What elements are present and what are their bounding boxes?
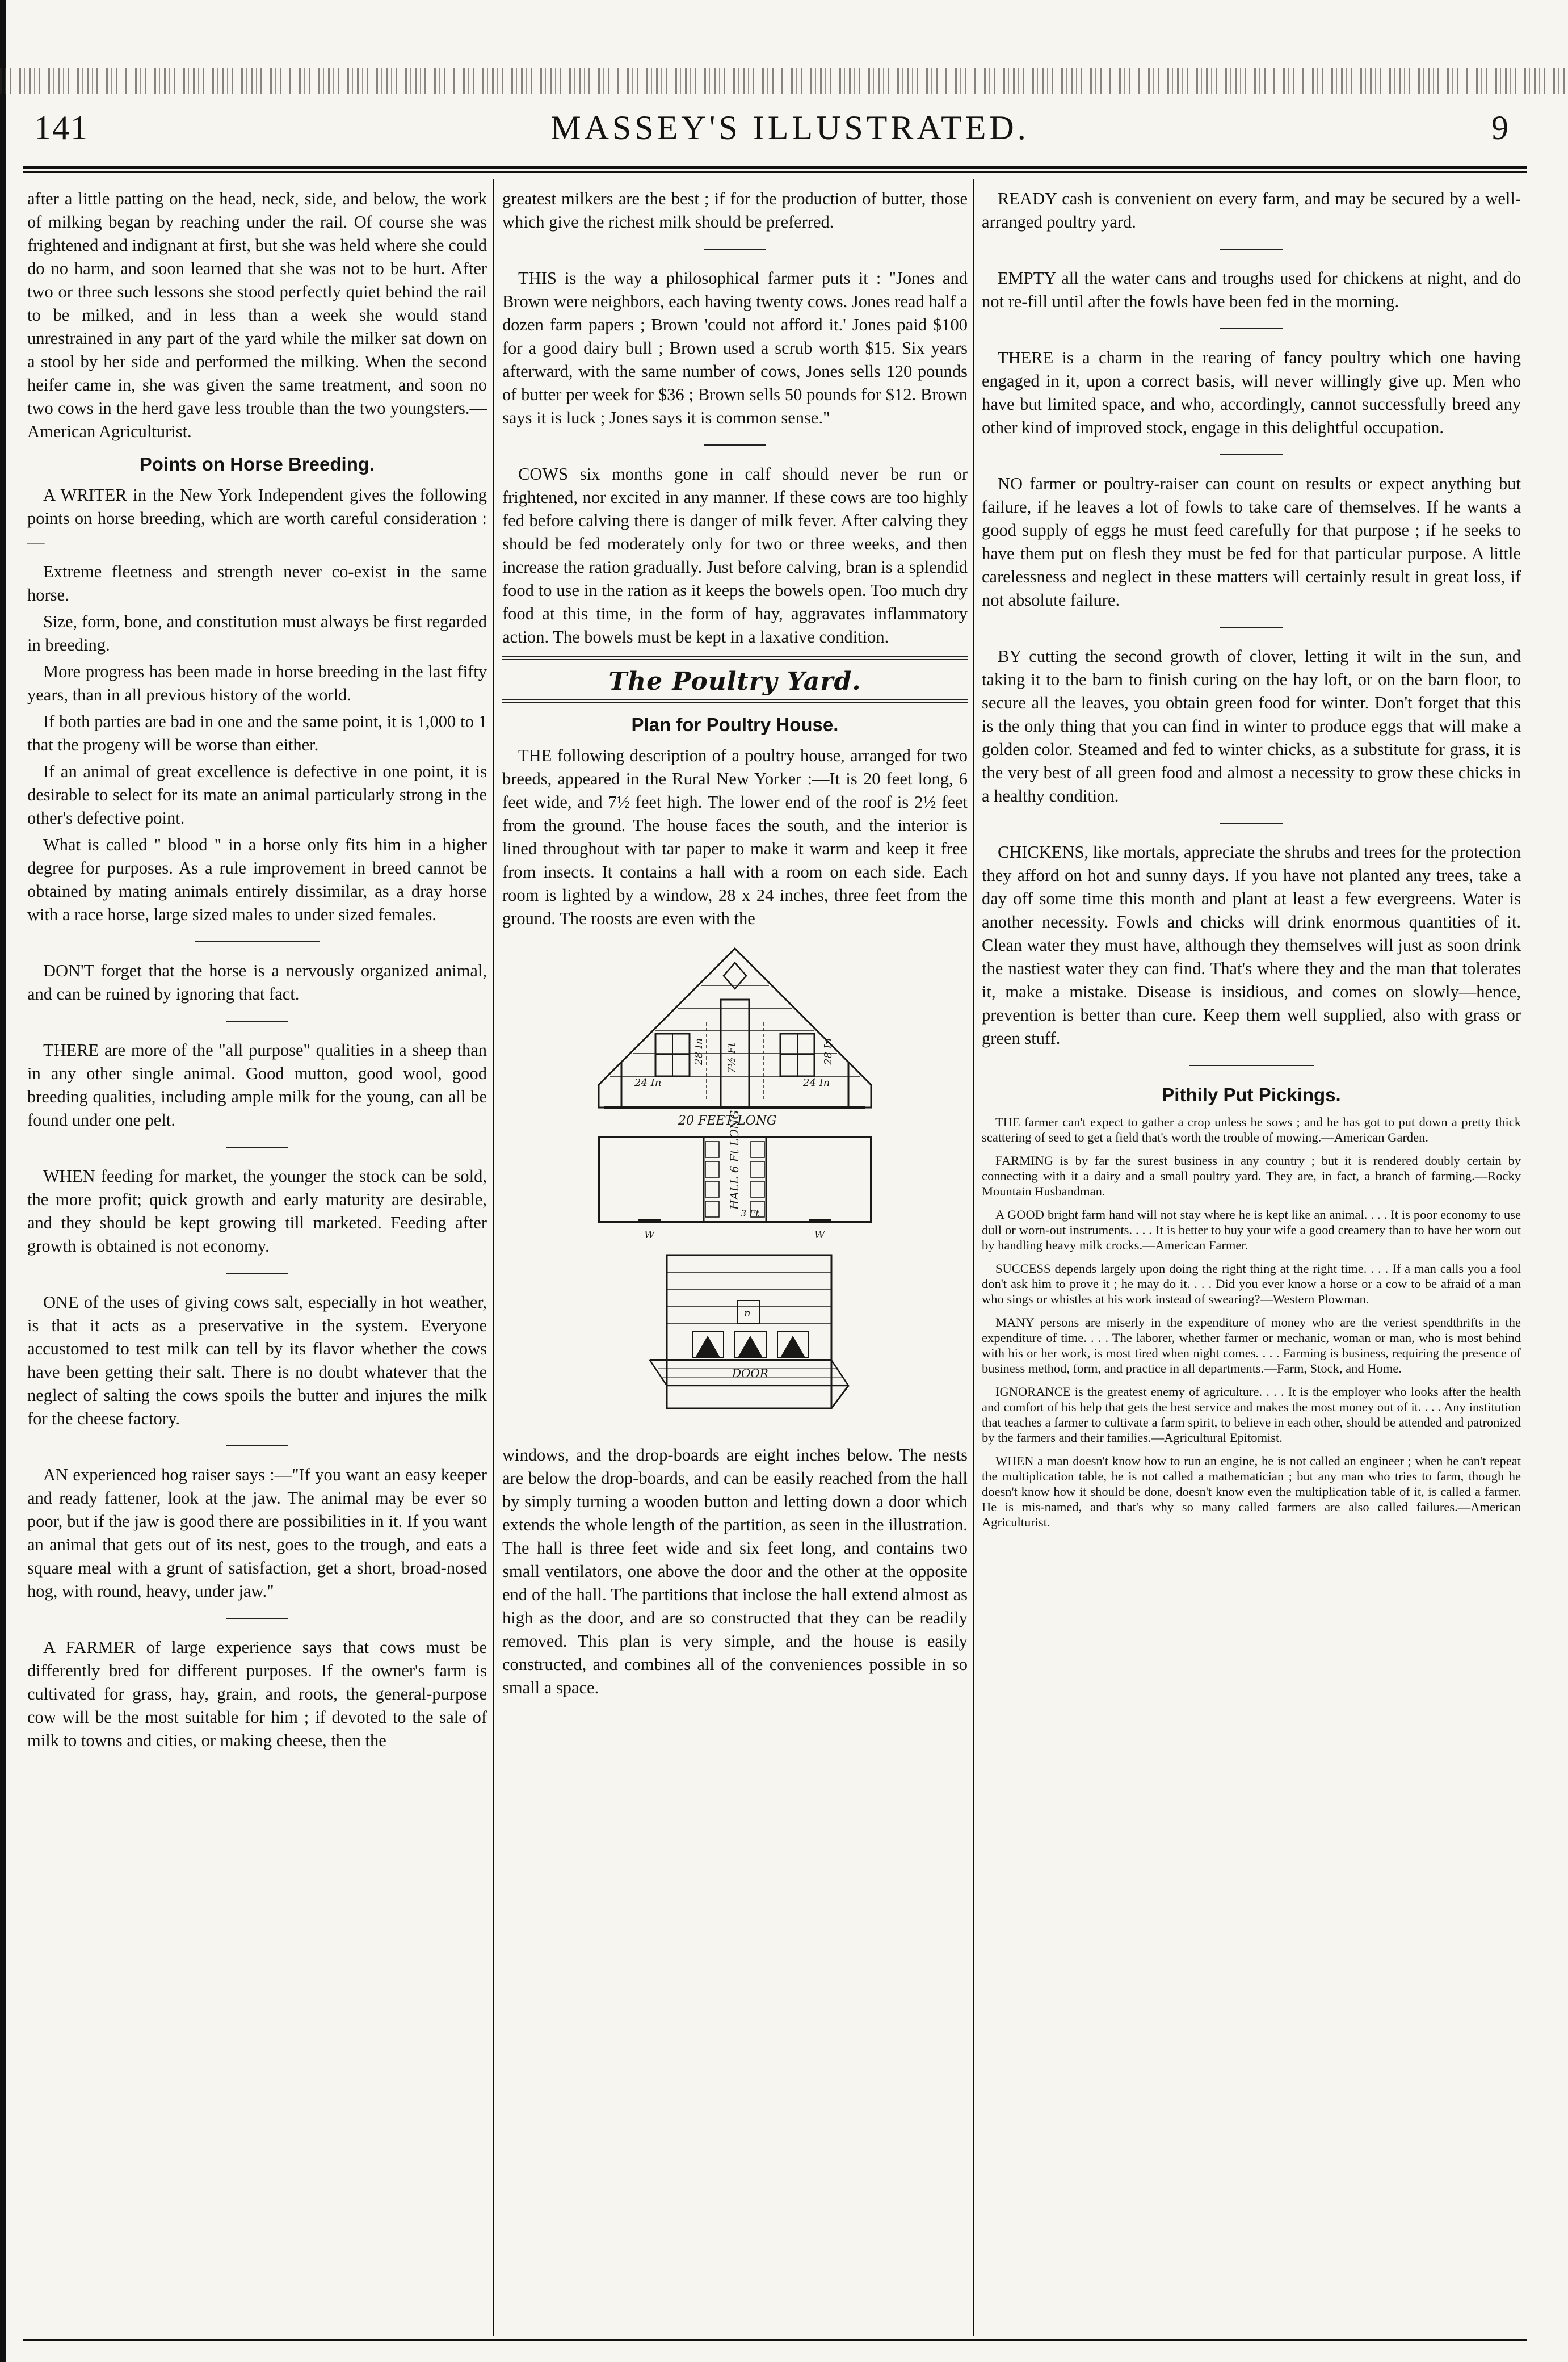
separator [704,249,766,250]
footer-rule [23,2339,1527,2341]
header-rule [23,166,1527,169]
separator [226,1021,288,1022]
figure-label: W [644,1229,655,1241]
header-rule-thin [23,171,1527,173]
fancy-poultry-paragraph: THERE is a charm in the rearing of fancy poultry which one having engaged in it, upon a correct basis, will never willingly give up. Men who have but limited space, and who, accordingly, cannot successfully breed any other kind of improved stock, engage in this delightful occupation. [982,348,1521,437]
separator [226,1445,288,1446]
horse-point: More progress has been made in horse breeding in the last fifty years, than in all previous history of the world. [27,662,487,704]
figure-label: 28 In [693,1038,705,1065]
horse-point: Extreme fleetness and strength never co-exist in the same horse. [27,562,487,605]
philosophical-farmer-paragraph: THIS is the way a philosophical farmer puts it : "Jones and Brown were neighbors, each having twenty cows. Jones read half a dozen farm papers ; Brown 'could not afford it.' Jones paid $100 for a good dairy bull ; Brown used a scrub worth $15. Six years afterward, with the same number of cows, Jones sells 120 pounds of butter per week for $36 ; Brown sells 50 pounds for $12. Brown says it is luck ; Jones says it is common sense." [502,268,968,427]
salt-paragraph: ONE of the uses of giving cows salt, especially in hot weather, is that it acts as a preservative in the system. Everyone accustomed to test milk can tell by its flavor whether the cows have been getting their salt. There is no doubt whatever that the neglect of salting the cows spoils the butter and injures the milk for the cheese factory. [27,1293,487,1428]
separator [1220,249,1283,250]
poultry-yard-section-title: The Poultry Yard. [608,667,861,696]
figure-label: 24 In [803,1077,830,1089]
column-divider-1 [493,179,494,2336]
farmer-paragraph: A FARMER of large experience says that cows must be differently bred for different purposes. If the owner's farm is cultivated for grass, hay, grain, and roots, the general-purpose cow will be the most suitable for him ; if devoted to the sale of milk to towns and cities, or making cheese, then the [27,1638,487,1750]
figure-label: 3 Ft [741,1208,759,1219]
hog-paragraph: AN experienced hog raiser says :—"If you want an easy keeper and ready fattener, look at the jaw. The animal may be ever so poor, but if the jaw is good there are possibilities in it. If you want an animal that gets out of its nest, goes to the trough, and eats a square meal with a grunt of satisfaction, get a short, broad-nosed hog, with round, heavy, under jaw." [27,1465,487,1601]
publication-title: MASSEY'S ILLUSTRATED. [550,108,1029,146]
page-number-left: 141 [34,108,89,146]
horse-breeding-heading: Points on Horse Breeding. [139,454,375,475]
interior-partition-view [650,1255,848,1408]
all-purpose-paragraph: THERE are more of the "all purpose" qualities in a sheep than in any other single animal. Good mutton, good wool, good breeding qualities, including ample milk for the young, can all be found under one pelt. [27,1041,487,1130]
picking-item: MANY persons are miserly in the expenditure of money who are the veriest spendthrifts in the expenditure of time. . . . The laborer, whether farmer or mechanic, woman or man, who is most behind with his or her work, is most tired when night comes. . . . Farming is business, requiring the presence of business method, form, and practice in all departments.—Farm, Stock, and Home. [982,1315,1521,1375]
horse-point: What is called " blood " in a horse only fits him in a higher degree for purposes. As a rule improvement in breed cannot be obtained by mating animals entirely dissimilar, as a dray horse with a race horse, large sized males to under sized females. [27,835,487,924]
picking-item: IGNORANCE is the greatest enemy of agriculture. . . . It is the employer who looks after the health and comfort of his help that gets the best service and makes the most money out of it. . . . Any institution that teaches a farmer to cultivate a farm spirit, to believe in each other, should be attended and patronized by the farmers and their families.—Agricultural Epitomist. [982,1385,1521,1445]
clover-paragraph: BY cutting the second growth of clover, letting it wilt in the sun, and taking it to the barn to finish curing on the hay loft, or on the barn floor, to secure all the leaves, you obtain green food for winter. Don't forget that this is the only thing that you can find in winter to produce eggs that will make a golden color. Steamed and fed to winter chicks, as a substitute for grass, it is the very best of all green food and almost a necessity to grow these chicks in a healthy condition. [982,647,1521,805]
breeding-article-end: greatest milkers are the best ; if for the production of butter, those which give the richest milk should be preferred. [502,189,968,232]
picking-item: WHEN a man doesn't know how to run an engine, he is not called an engineer ; when he can't repeat the multiplication table, he is not called a mathematician ; but any man who tries to farm, though he doesn't know how it should be done, doesn't know even the multiplication table of it, is called a farmer. He is mis-named, and that's why so many called farmers are also called failures.—American Agriculturist. [982,1454,1521,1529]
separator [1220,328,1283,329]
figure-label: DOOR [732,1366,768,1380]
separator [1189,1065,1314,1066]
empty-cans-paragraph: EMPTY all the water cans and troughs used for chickens at night, and do not re-fill until after the fowls have been fed in the morning. [982,268,1521,311]
separator [1220,627,1283,628]
horse-point: Size, form, bone, and constitution must always be first regarded in breeding. [27,612,487,655]
pickings-list [982,1114,1521,1530]
poultry-house-description-cont: windows, and the drop-boards are eight inches below. The nests are below the drop-boards, and can be easily reached from the hall by simply turning a wooden button and letting down a door which extends the whole length of the partition, as seen in the illustration. The hall is three feet wide and six feet long, and contains two small ventilators, one above the door and the other at the opposite end of the hall. The partitions that inclose the hall extend almost as high as the door, and are so constructed that they can be readily removed. This plan is very simple, and the house is easily constructed, and combines all of the conveniences possible in so small a space. [502,1445,968,1697]
picking-item: SUCCESS depends largely upon doing the right thing at the right time. . . . If a man calls you a fool don't ask him to prove it ; he may do it. . . . Did you ever know a horse or a cow to be afraid of a man who sings or whistles at his work instead of swearing?—Western Plowman. [982,1261,1521,1306]
separator [1220,454,1283,455]
cows-in-calf-paragraph: COWS six months gone in calf should never be run or frightened, nor excited in any manner. If these cows are too highly fed before calving there is danger of milk fever. After calving they should be fed moderately only for two or three weeks, and then increase the ration gradually. Just before calving, bran is a splendid food to use in the ration as it keeps the bowels open. Too much dry food at this time, in the form of hay, aggravates inflammatory action. The bowels must be kept in a laxative condition. [502,464,968,647]
poultry-house-heading: Plan for Poultry House. [631,714,839,735]
separator [704,444,766,446]
separator [226,1147,288,1148]
figure-label: HALL 6 Ft LONG [728,1110,741,1210]
poultry-house-illustration [576,937,894,1437]
section-rule [502,656,968,660]
horse-point: If an animal of great excellence is defective in one point, it is desirable to select for its mate an animal particularly strong in the other's defective point. [27,762,487,828]
page-header [34,94,1510,162]
separator [1220,823,1283,824]
separator [195,941,320,942]
picking-item: FARMING is by far the surest business in any country ; but it is rendered doubly certain by connecting with it a dairy and a small poultry yard. They are, in fact, a branch of farming.—Rocky Mountain Husbandman. [982,1153,1521,1198]
milking-article-end: after a little patting on the head, neck, side, and below, the work of milking began by reaching under the rail. Of course she was frightened and indignant at first, but she was held where she could do no harm, and soon learned that she was not to be hurt. After two or three such lessons she stood perfectly quiet behind the rail to be milked, and in less than a week she would stand unrestrained in any part of the yard while the milker sat down on a stool by her side and performed the milking. When the second heifer came in, she was given the same treatment, and soon no two cows in the herd gave less trouble than the two youngsters.—American Agriculturist. [27,189,487,441]
figure-label: 24 In [634,1077,662,1089]
figure-label: 20 FEET LONG [678,1114,777,1128]
poultry-house-description: THE following description of a poultry house, arranged for two breeds, appeared in the Rural New Yorker :—It is 20 feet long, 6 feet wide, and 7½ feet high. The lower end of the roof is 2½ feet from the ground. The house faces the south, and the interior is lined throughout with tar paper to make it warm and keep it free from insects. It contains a hall with a room on each side. Each room is lighted by a window, 28 x 24 inches, three feet from the ground. The roosts are even with the [502,746,968,928]
horse-breeding-intro: A WRITER in the New York Independent gives the following points on horse breeding, which are worth careful consideration :— [27,485,487,551]
figure-label: n [744,1307,751,1319]
column-2 [502,187,968,2339]
separator [226,1273,288,1274]
separator [226,1618,288,1619]
column-divider-2 [973,179,974,2336]
ready-cash-paragraph: READY cash is convenient on every farm, and may be secured by a well-arranged poultry yard. [982,189,1521,232]
figure-label: 7½ Ft [726,1042,738,1073]
figure-label: W [814,1229,825,1241]
column-3 [982,187,1521,2339]
column-1 [27,187,487,2339]
section-rule [502,699,968,703]
dont-forget-paragraph: DON'T forget that the horse is a nervously organized animal, and can be ruined by ignoring that fact. [27,961,487,1004]
scan-edge [0,0,6,2362]
feeding-paragraph: WHEN feeding for market, the younger the stock can be sold, the more profit; quick growth and early maturity are desirable, and they should be kept growing till marketed. Feeding after growth is obtained is not economy. [27,1167,487,1256]
picking-item: A GOOD bright farm hand will not stay where he is kept like an animal. . . . It is poor economy to use dull or worn-out instruments. . . . It is better to buy your wife a good creamery than to have her worn out by handling heavy milk crocks.—American Farmer. [982,1207,1521,1252]
pickings-heading: Pithily Put Pickings. [1162,1084,1341,1105]
picking-item: THE farmer can't expect to gather a crop unless he sows ; and he has got to put down a pretty thick scattering of seed to get a field that's worth the trouble of mowing.—American Garden. [982,1115,1521,1144]
figure-label: 28 In [822,1038,834,1065]
top-ornament-border [0,68,1568,94]
no-farmer-paragraph: NO farmer or poultry-raiser can count on results or expect anything but failure, if he leaves a lot of fowls to take care of themselves. If he wants a good supply of eggs he must feed carefully for that purpose ; if he seeks to have them put on flesh they must be fed for that particular purpose. A little carelessness and neglect in these matters will certainly result in great loss, if not absolute failure. [982,474,1521,610]
chickens-paragraph: CHICKENS, like mortals, appreciate the shrubs and trees for the protection they afford on hot and sunny days. If you have not planted any trees, take a day off some time this month and plant at least a few evergreens. Water is another necessity. Fowls and chicks will drink enormous quantities of it. Clean water they must have, although they themselves will just as soon drink the nastiest water they can find. That's where they and the man that tolerates it, make a mistake. Disease is insidious, and comes on slowly—hence, prevention is better than cure. Keep them well supplied, also with grass or green stuff. [982,842,1521,1048]
page-number-right: 9 [1491,108,1510,146]
horse-point: If both parties are bad in one and the same point, it is 1,000 to 1 that the progeny will be worse than either. [27,712,487,754]
